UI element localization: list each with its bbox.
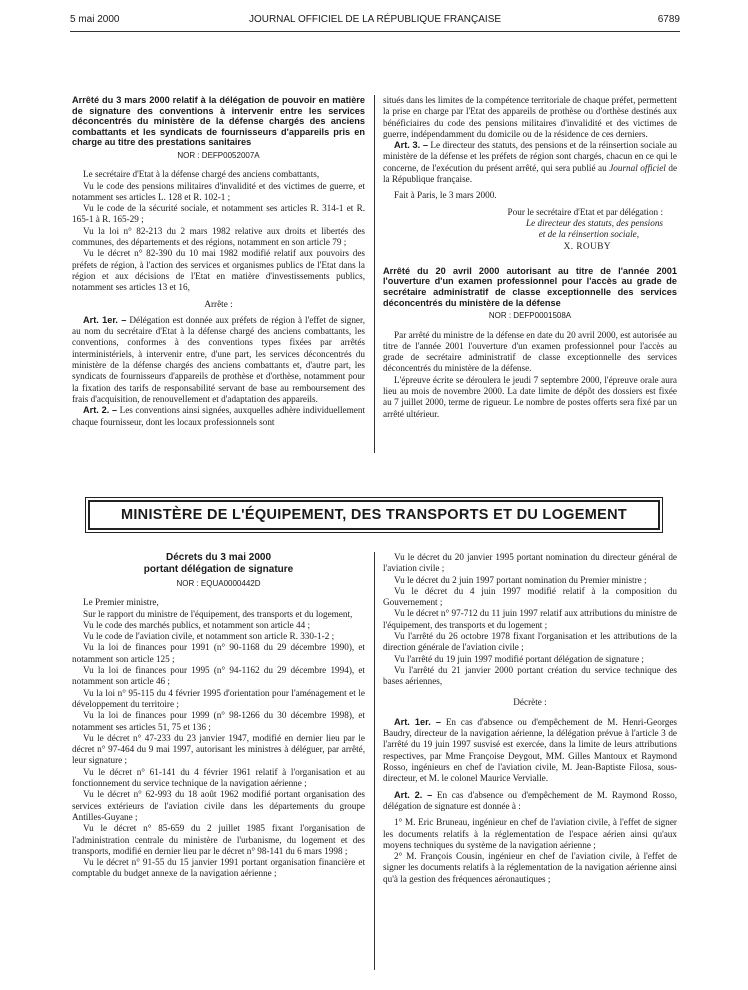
nor-reference: NOR : DEFP0001508A — [488, 311, 572, 321]
paragraph: Vu le décret n° 91-55 du 15 janvier 1991 portant organisation financière et comptable du budget annexe de la navigation aérienne ; — [72, 857, 365, 879]
signature-date: Fait à Paris, le 3 mars 2000. — [394, 190, 497, 201]
paragraph: Par arrêté du ministre de la défense en date du 20 avril 2000, est autorisée au titre de l'année 2001 l'ouverture d'un examen professionnel pour l'accès au grade de secrétaire administratif de classe exceptionnelle des services déconcentrés du ministère de la défense. — [383, 329, 677, 374]
signature-title: et de la réinsertion sociale, — [538, 229, 639, 240]
paragraph: Vu le code de l'aviation civile, et notamment son article R. 330-1-2 ; — [83, 631, 335, 642]
paragraph: Vu le décret n° 85-659 du 2 juillet 1985 fixant l'organisation de l'administration centrale du ministère de l'urbanisme, du logement et des transports, modifié en dernier lieu par le décret n° 98-141 du 6 mars 1998 ; — [72, 823, 365, 856]
page-number: 6789 — [657, 14, 680, 25]
signature-intro: Pour le secrétaire d'Etat et par délégation : — [507, 206, 663, 217]
paragraph: Vu le décret du 2 juin 1997 portant nomination du Premier ministre ; — [394, 574, 647, 585]
paragraph: Vu la loi de finances pour 1999 (n° 98-1266 du 30 décembre 1998), et notamment ses articles 51, 75 et 136 ; — [72, 710, 365, 732]
paragraph: Vu le décret n° 61-141 du 4 février 1961 relatif à l'organisation et au fonctionnement du service technique de la navigation aérienne ; — [72, 766, 365, 789]
decree-title: Arrêté du 20 avril 2000 autorisant au titre de l'année 2001 l'ouverture d'un examen professionnel pour l'accès au grade de secrétaire administratif de classe exceptionnelle des services déconcentrés du ministère de la défense — [383, 265, 677, 308]
nor-reference: NOR : DEFP0052007A — [177, 150, 260, 160]
decree-title: Arrêté du 3 mars 2000 relatif à la délégation de pouvoir en matière de signature des conventions à intervenir entre les services déconcentrés du ministère de la défense chargés des anciens combattants et les syndicats de fournisseurs d'appareils pris en charge au titre des prestations sanitaires — [72, 95, 365, 148]
article-2: Art. 2. – En cas d'absence ou d'empêchement de M. Raymond Rosso, délégation de signature est donnée à : — [383, 789, 678, 811]
paragraph: Vu le code des pensions militaires d'invalidité et des victimes de guerre, et notamment ses articles L. 128 et R. 102-1 ; — [72, 180, 365, 202]
issue-date: 5 mai 2000 — [70, 14, 120, 25]
paragraph: Vu l'arrêté du 26 octobre 1978 fixant l'organisation et les attributions de la direction générale de l'aviation civile ; — [383, 631, 677, 653]
decree-title: Décrets du 3 mai 2000 — [165, 552, 272, 563]
article-1: Art. 1er. – Délégation est donnée aux préfets de région à l'effet de signer, au nom du secrétaire d'Etat à la défense chargé des anciens combattants, les conventions, conformes à des conventions types fixées par arrêtés interministériels, à intervenir entre, d'une part, les services déconcentrés du ministère de la défense chargés des anciens combattants et, d'autre part, les syndicats de fournisseurs d'appareils de prothèse et d'orthèse, notamment pour la fixation des tarifs de responsabilité servant de base au remboursement des frais d'acquisition, de renouvellement et d'adaptation des appareils. — [72, 314, 366, 404]
column-divider — [374, 95, 375, 453]
paragraph: Vu le décret du 20 janvier 1995 portant nomination du directeur général de l'aviation civile ; — [383, 552, 677, 574]
paragraph: Le Premier ministre, — [83, 597, 159, 608]
paragraph: Vu la loi n° 82-213 du 2 mars 1982 relative aux droits et libertés des communes, des départements et des régions, notamment en son article 79 ; — [72, 225, 365, 248]
paragraph: Vu la loi de finances pour 1995 (n° 94-1162 du 29 décembre 1994), et notamment son article 46 ; — [72, 665, 365, 687]
page-header — [70, 14, 680, 30]
article-label: Art. 2. – — [394, 789, 433, 800]
decrete-heading: Décrète : — [513, 696, 547, 707]
paragraph: Vu le décret du 4 juin 1997 modifié relatif à la composition du Gouvernement ; — [383, 585, 677, 608]
left-top-column — [72, 95, 365, 428]
paragraph: Vu la loi de finances pour 1991 (n° 90-1168 du 29 décembre 1990), et notamment son article 125 ; — [72, 642, 365, 664]
list-item: 2° M. François Cousin, ingénieur en chef de l'aviation civile, à l'effet de signer les documents relatifs à la réglementation de la navigation aérienne ainsi qu'à la gestion des fréquences aéronautiques ; — [383, 851, 677, 884]
paragraph: Vu le décret n° 62-993 du 18 août 1962 modifié portant organisation des services extérieurs de l'aviation civile dans les départements du groupe Antilles-Guyane ; — [72, 789, 365, 822]
decree-subtitle: portant délégation de signature — [143, 564, 294, 575]
article-3: Art. 3. – Le directeur des statuts, des pensions et de la réinsertion sociale au ministère de la défense et les préfets de région sont chargés, chacun en ce qui le concerne, de l'exécution du présent arrêté, qui sera publié au Journal officiel de la République française. — [383, 140, 678, 185]
paragraph: Vu le code de la sécurité sociale, et notamment ses articles R. 314-1 et R. 165-1 à R. 165-29 ; — [72, 203, 365, 225]
paragraph: Vu la loi n° 95-115 du 4 février 1995 d'orientation pour l'aménagement et le développement du territoire ; — [72, 687, 365, 709]
article-label: Art. 2. – — [83, 405, 118, 416]
paragraph: L'épreuve écrite se déroulera le jeudi 7 septembre 2000, l'épreuve orale aura lieu au mois de novembre 2000. La date limite de dépôt des dossiers est fixée au 7 juillet 2000, terme de rigueur. Le nombre de postes offerts sera fixé par un arrêté ultérieur. — [383, 374, 677, 419]
right-bottom-column — [383, 552, 677, 885]
article-label: Art. 3. – — [394, 140, 428, 151]
right-top-column — [383, 95, 677, 420]
nor-reference: NOR : EQUA0000442D — [176, 579, 261, 588]
paragraph: Vu le décret n° 97-712 du 11 juin 1997 relatif aux attributions du ministre de l'équipement, des transports et du logement ; — [383, 608, 677, 630]
list-item: 1° M. Eric Bruneau, ingénieur en chef de l'aviation civile, à l'effet de signer les documents relatifs à la réglementation de l'espace aérien ainsi qu'aux moyens techniques du système de la navigation aérienne ; — [383, 817, 677, 850]
arrete-heading: Arrête : — [204, 298, 233, 309]
paragraph: Vu l'arrêté du 19 juin 1997 modifié portant délégation de signature ; — [394, 653, 644, 664]
article-1: Art. 1er. – En cas d'absence ou d'empêchement de M. Henri-Georges Baudry, directeur de la navigation aérienne, la délégation prévue à l'article 3 de l'arrêté du 19 juin 1997 susvisé est exercée, dans la limite de leurs attributions respectives, par Mme Françoise Deygout, MM. Gilles Mantoux et Raymond Rosso, ingénieurs en chef de l'aviation civile, M. Jean-Baptiste Filosa, sous-directeur, et M. le colonel Maurice Vervialle. — [383, 716, 677, 784]
ministry-banner: MINISTÈRE DE L'ÉQUIPEMENT, DES TRANSPORTS ET DU LOGEMENT — [88, 500, 660, 530]
paragraph: Vu le décret n° 47-233 du 23 janvier 1947, modifié en dernier lieu par le décret n° 97-464 du 9 mai 1997, autorisant les ministres à déléguer, par arrêté, leur signature ; — [72, 732, 365, 766]
signature-title: Le directeur des statuts, des pensions — [526, 217, 663, 228]
paragraph: Vu l'arrêté du 21 janvier 2000 portant création du service technique des bases aériennes, — [383, 664, 677, 687]
journal-title: JOURNAL OFFICIEL DE LA RÉPUBLIQUE FRANÇAISE — [248, 14, 502, 25]
paragraph: Sur le rapport du ministre de l'équipement, des transports et du logement, — [83, 608, 353, 619]
article-label: Art. 1er. – — [83, 314, 127, 325]
header-rule — [70, 31, 680, 32]
paragraph: Vu le décret n° 82-390 du 10 mai 1982 modifié relatif aux pouvoirs des préfets de région, à l'action des services et organismes publics de l'Etat dans la région et aux décisions de l'Etat en matière d'investissements publics, notamment ses articles 13 et 16, — [72, 248, 365, 293]
continued-paragraph: situés dans les limites de la compétence territoriale de chaque préfet, permettent la prise en charge par l'Etat des appareils de prothèse ou d'orthèse destinés aux bénéficiaires du code des pensions militaires d'invalidité et des victimes de guerre, indépendamment du domicile ou de la résidence de ces derniers. — [383, 95, 677, 139]
paragraph: Vu le code des marchés publics, et notamment son article 44 ; — [83, 619, 311, 630]
paragraph: Le secrétaire d'Etat à la défense chargé des anciens combattants, — [83, 169, 320, 180]
article-2: Art. 2. – Les conventions ainsi signées, auxquelles adhère individuellement chaque fournisseur, dont les locaux professionnels sont — [72, 405, 365, 427]
left-bottom-column — [72, 552, 365, 880]
signature-name: X. ROUBY — [563, 240, 611, 251]
article-label: Art. 1er. – — [394, 716, 441, 727]
column-divider — [374, 552, 375, 970]
